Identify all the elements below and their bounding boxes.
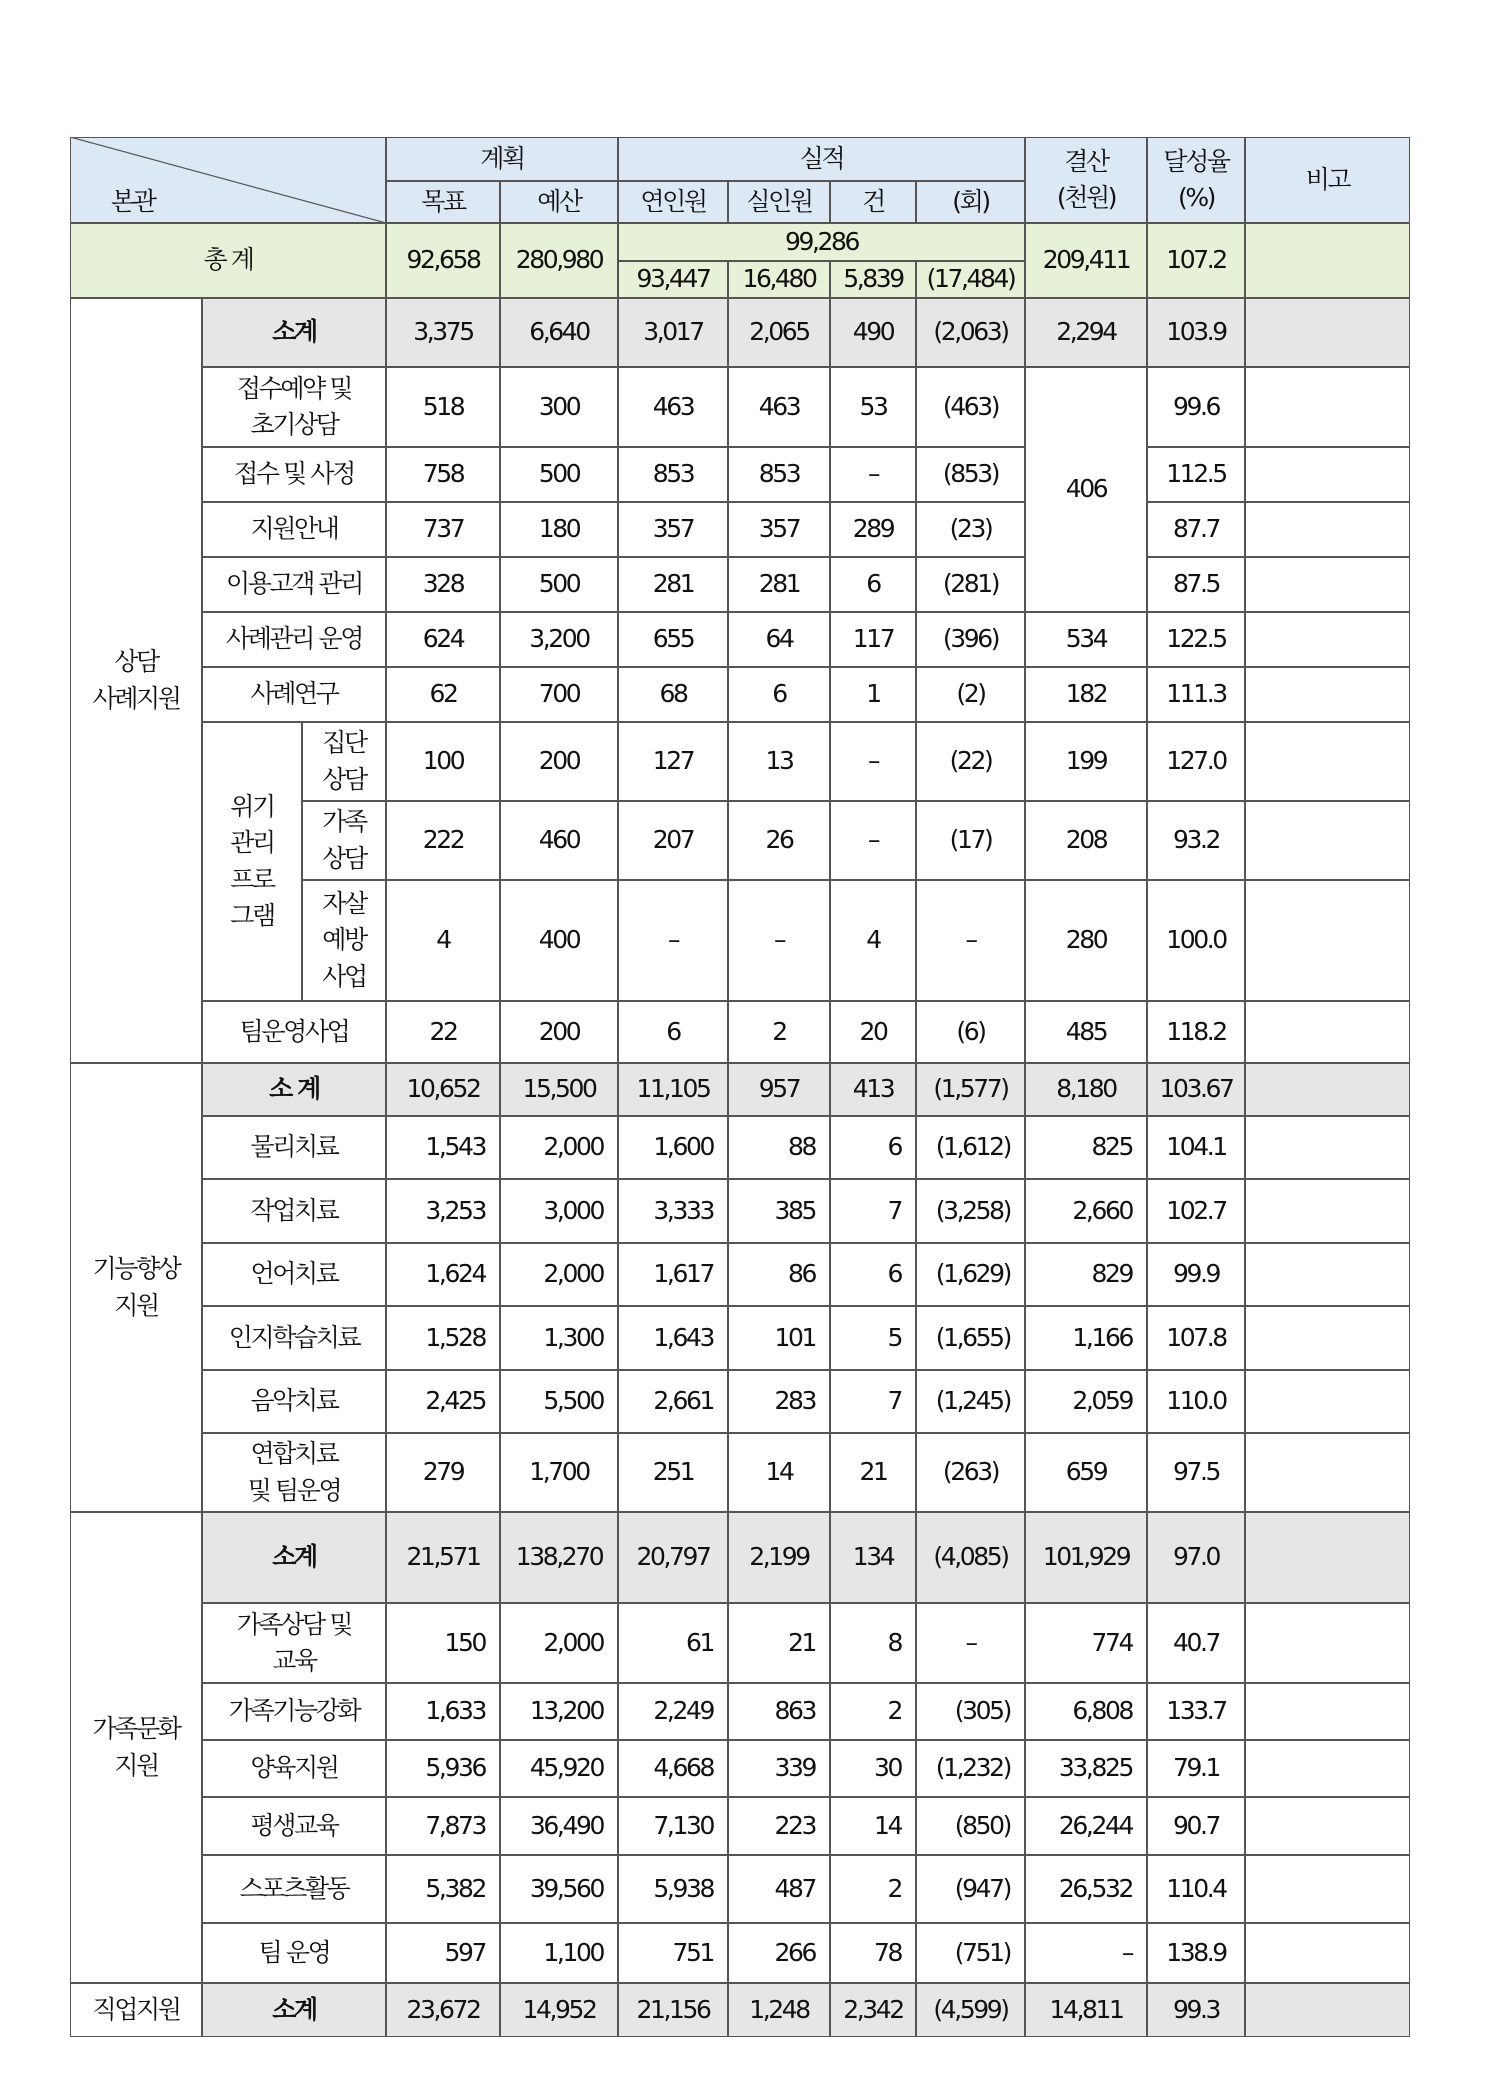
row-label: 연합치료 및 팀운영 <box>202 1433 386 1512</box>
row-budget: 14,952 <box>500 1983 618 2037</box>
row-budget: 500 <box>500 447 618 502</box>
row-yeon: 251 <box>618 1433 728 1512</box>
header-corner-label: 본관 <box>111 186 155 216</box>
row-budget: 460 <box>500 801 618 880</box>
row-gun: 6 <box>830 1116 916 1179</box>
row-settle: 6,808 <box>1025 1683 1147 1740</box>
row-rate: 99.9 <box>1147 1243 1245 1306</box>
row-target: 22 <box>386 1001 500 1063</box>
row-target: 758 <box>386 447 500 502</box>
row-label: 이용고객 관리 <box>202 557 386 612</box>
row-note <box>1245 1116 1410 1179</box>
row-target: 1,528 <box>386 1306 500 1370</box>
row-sil: 283 <box>728 1370 830 1433</box>
row-yeon: 1,643 <box>618 1306 728 1370</box>
row-target: 7,873 <box>386 1797 500 1855</box>
row-label: 인지학습치료 <box>202 1306 386 1370</box>
header-rate-rate_line2: (%) <box>1177 183 1215 212</box>
row-gun: 490 <box>830 298 916 367</box>
row-label: 팀 운영 <box>202 1923 386 1983</box>
row-hoe: (1,629) <box>916 1243 1025 1306</box>
row-budget: 13,200 <box>500 1683 618 1740</box>
row-hoe: – <box>916 880 1025 1001</box>
row-sil: 1,248 <box>728 1983 830 2037</box>
row-hoe: (396) <box>916 612 1025 667</box>
row-sil: 853 <box>728 447 830 502</box>
row-label: 지원안내 <box>202 502 386 557</box>
row-sil: 14 <box>728 1433 830 1512</box>
row-settle: 534 <box>1025 612 1147 667</box>
row-settle: 485 <box>1025 1001 1147 1063</box>
row-sil: – <box>728 880 830 1001</box>
row-gun: 6 <box>830 557 916 612</box>
row-budget: 2,000 <box>500 1116 618 1179</box>
row-hoe: (2) <box>916 667 1025 722</box>
row-note <box>1245 1306 1410 1370</box>
header-target: 목표 <box>386 181 500 223</box>
row-target: 1,543 <box>386 1116 500 1179</box>
row-settle: 26,532 <box>1025 1855 1147 1923</box>
row-budget: 700 <box>500 667 618 722</box>
row-rate: 103.67 <box>1147 1063 1245 1116</box>
row-hoe: (947) <box>916 1855 1025 1923</box>
row-hoe: (850) <box>916 1797 1025 1855</box>
row-target: 23,672 <box>386 1983 500 2037</box>
row-budget: 180 <box>500 502 618 557</box>
row-rate: 112.5 <box>1147 447 1245 502</box>
row-sil: 339 <box>728 1740 830 1797</box>
header-yeon: 연인원 <box>618 181 728 223</box>
row-note <box>1245 1001 1410 1063</box>
header-hoe: (회) <box>916 181 1025 223</box>
row-hoe: (281) <box>916 557 1025 612</box>
total-budget: 280,980 <box>500 223 618 298</box>
row-budget: 400 <box>500 880 618 1001</box>
row-target: 1,633 <box>386 1683 500 1740</box>
row-yeon: 3,017 <box>618 298 728 367</box>
total-yeon: 93,447 <box>618 261 728 298</box>
row-label: 가족상담 및 교육 <box>202 1603 386 1683</box>
row-note <box>1245 1683 1410 1740</box>
row-note <box>1245 1603 1410 1683</box>
row-target: 5,382 <box>386 1855 500 1923</box>
row-rate: 79.1 <box>1147 1740 1245 1797</box>
row-label: 사례관리 운영 <box>202 612 386 667</box>
row-hoe: (305) <box>916 1683 1025 1740</box>
total-target: 92,658 <box>386 223 500 298</box>
row-sil: 463 <box>728 367 830 447</box>
row-yeon: 68 <box>618 667 728 722</box>
row-note <box>1245 667 1410 722</box>
row-target: 737 <box>386 502 500 557</box>
row-hoe: (4,085) <box>916 1512 1025 1603</box>
row-note <box>1245 1740 1410 1797</box>
row-yeon: 751 <box>618 1923 728 1983</box>
row-sil: 266 <box>728 1923 830 1983</box>
row-sil: 21 <box>728 1603 830 1683</box>
row-note <box>1245 801 1410 880</box>
row-hoe: (23) <box>916 502 1025 557</box>
counsel-merged-settle: 406 <box>1025 367 1147 612</box>
row-hoe: (1,232) <box>916 1740 1025 1797</box>
header-sil: 실인원 <box>728 181 830 223</box>
row-settle: – <box>1025 1923 1147 1983</box>
row-settle: 101,929 <box>1025 1512 1147 1603</box>
row-target: 10,652 <box>386 1063 500 1116</box>
row-note <box>1245 1433 1410 1512</box>
row-sil: 26 <box>728 801 830 880</box>
row-rate: 127.0 <box>1147 722 1245 801</box>
row-budget: 6,640 <box>500 298 618 367</box>
row-rate: 97.0 <box>1147 1512 1245 1603</box>
row-sil: 357 <box>728 502 830 557</box>
row-target: 100 <box>386 722 500 801</box>
row-sil: 863 <box>728 1683 830 1740</box>
row-target: 597 <box>386 1923 500 1983</box>
row-sil: 6 <box>728 667 830 722</box>
row-note <box>1245 1923 1410 1983</box>
row-label: 소 계 <box>202 1063 386 1116</box>
row-rate: 99.3 <box>1147 1983 1245 2037</box>
row-yeon: 20,797 <box>618 1512 728 1603</box>
header-plan: 계획 <box>386 137 618 181</box>
row-gun: 2 <box>830 1683 916 1740</box>
row-yeon: 4,668 <box>618 1740 728 1797</box>
row-gun: 78 <box>830 1923 916 1983</box>
row-yeon: 1,617 <box>618 1243 728 1306</box>
row-label: 물리치료 <box>202 1116 386 1179</box>
row-budget: 300 <box>500 367 618 447</box>
row-gun: – <box>830 722 916 801</box>
row-label: 언어치료 <box>202 1243 386 1306</box>
row-gun: 2 <box>830 1855 916 1923</box>
row-rate: 100.0 <box>1147 880 1245 1001</box>
row-budget: 1,300 <box>500 1306 618 1370</box>
row-label: 접수예약 및 초기상담 <box>202 367 386 447</box>
header-gun: 건 <box>830 181 916 223</box>
header-settle-settle_line2: (천원) <box>1056 183 1116 212</box>
row-yeon: 853 <box>618 447 728 502</box>
row-label: 작업치료 <box>202 1179 386 1243</box>
row-settle: 2,059 <box>1025 1370 1147 1433</box>
row-hoe: (2,063) <box>916 298 1025 367</box>
row-gun: 134 <box>830 1512 916 1603</box>
row-yeon: 5,938 <box>618 1855 728 1923</box>
row-yeon: 3,333 <box>618 1179 728 1243</box>
row-budget: 1,700 <box>500 1433 618 1512</box>
row-gun: 117 <box>830 612 916 667</box>
row-gun: 30 <box>830 1740 916 1797</box>
row-budget: 1,100 <box>500 1923 618 1983</box>
row-label: 사례연구 <box>202 667 386 722</box>
row-yeon: 655 <box>618 612 728 667</box>
row-budget: 200 <box>500 1001 618 1063</box>
row-label: 소계 <box>202 1512 386 1603</box>
row-settle: 33,825 <box>1025 1740 1147 1797</box>
row-settle: 2,294 <box>1025 298 1147 367</box>
row-label: 접수 및 사정 <box>202 447 386 502</box>
row-label: 소계 <box>202 298 386 367</box>
header-result: 실적 <box>618 137 1025 181</box>
row-settle: 199 <box>1025 722 1147 801</box>
row-hoe: (463) <box>916 367 1025 447</box>
total-combined: 99,286 <box>618 223 1025 261</box>
row-target: 5,936 <box>386 1740 500 1797</box>
row-gun: 6 <box>830 1243 916 1306</box>
row-hoe: (263) <box>916 1433 1025 1512</box>
row-note <box>1245 1370 1410 1433</box>
row-rate: 110.0 <box>1147 1370 1245 1433</box>
row-budget: 3,200 <box>500 612 618 667</box>
row-target: 62 <box>386 667 500 722</box>
row-budget: 45,920 <box>500 1740 618 1797</box>
total-settle: 209,411 <box>1025 223 1147 298</box>
section-job: 직업지원 <box>70 1983 202 2037</box>
row-note <box>1245 298 1410 367</box>
row-hoe: (1,245) <box>916 1370 1025 1433</box>
row-rate: 99.6 <box>1147 367 1245 447</box>
row-note <box>1245 367 1410 447</box>
row-settle: 182 <box>1025 667 1147 722</box>
row-target: 518 <box>386 367 500 447</box>
row-rate: 110.4 <box>1147 1855 1245 1923</box>
header-note: 비고 <box>1245 137 1410 223</box>
row-label: 팀운영사업 <box>202 1001 386 1063</box>
row-rate: 40.7 <box>1147 1603 1245 1683</box>
row-label: 평생교육 <box>202 1797 386 1855</box>
header-rate-rate_line1: 달성율 <box>1163 146 1229 176</box>
row-note <box>1245 1179 1410 1243</box>
row-sil: 223 <box>728 1797 830 1855</box>
row-label: 가족 상담 <box>302 801 386 880</box>
total-label: 총 계 <box>70 223 386 298</box>
row-yeon: 207 <box>618 801 728 880</box>
row-target: 4 <box>386 880 500 1001</box>
row-settle: 14,811 <box>1025 1983 1147 2037</box>
row-note <box>1245 880 1410 1001</box>
row-label: 음악치료 <box>202 1370 386 1433</box>
row-target: 21,571 <box>386 1512 500 1603</box>
row-label: 소계 <box>202 1983 386 2037</box>
row-settle: 208 <box>1025 801 1147 880</box>
row-target: 279 <box>386 1433 500 1512</box>
total-hoe: (17,484) <box>916 261 1025 298</box>
row-sil: 64 <box>728 612 830 667</box>
header-settle <box>1025 137 1147 223</box>
row-rate: 118.2 <box>1147 1001 1245 1063</box>
row-note <box>1245 1983 1410 2037</box>
row-label: 자살 예방 사업 <box>302 880 386 1001</box>
crisis-program-group: 위기 관리 프로 그램 <box>202 722 302 1001</box>
row-budget: 500 <box>500 557 618 612</box>
row-gun: 5 <box>830 1306 916 1370</box>
header-settle-settle_line1: 결산 <box>1064 146 1108 176</box>
row-hoe: (22) <box>916 722 1025 801</box>
row-hoe: (3,258) <box>916 1179 1025 1243</box>
row-note <box>1245 1512 1410 1603</box>
row-settle: 774 <box>1025 1603 1147 1683</box>
row-note <box>1245 722 1410 801</box>
row-hoe: (1,612) <box>916 1116 1025 1179</box>
row-label: 양육지원 <box>202 1740 386 1797</box>
row-sil: 2,065 <box>728 298 830 367</box>
row-gun: 7 <box>830 1179 916 1243</box>
row-target: 150 <box>386 1603 500 1683</box>
row-budget: 138,270 <box>500 1512 618 1603</box>
row-hoe: (751) <box>916 1923 1025 1983</box>
row-gun: 21 <box>830 1433 916 1512</box>
row-gun: 7 <box>830 1370 916 1433</box>
row-target: 1,624 <box>386 1243 500 1306</box>
row-budget: 2,000 <box>500 1603 618 1683</box>
row-sil: 281 <box>728 557 830 612</box>
row-yeon: 357 <box>618 502 728 557</box>
row-hoe: (17) <box>916 801 1025 880</box>
row-settle: 829 <box>1025 1243 1147 1306</box>
row-sil: 88 <box>728 1116 830 1179</box>
total-rate: 107.2 <box>1147 223 1245 298</box>
row-hoe: (853) <box>916 447 1025 502</box>
row-sil: 2,199 <box>728 1512 830 1603</box>
row-rate: 133.7 <box>1147 1683 1245 1740</box>
row-sil: 13 <box>728 722 830 801</box>
row-gun: – <box>830 801 916 880</box>
row-rate: 93.2 <box>1147 801 1245 880</box>
row-note <box>1245 1063 1410 1116</box>
row-rate: 107.8 <box>1147 1306 1245 1370</box>
row-yeon: 2,661 <box>618 1370 728 1433</box>
row-rate: 97.5 <box>1147 1433 1245 1512</box>
row-target: 222 <box>386 801 500 880</box>
row-rate: 102.7 <box>1147 1179 1245 1243</box>
row-note <box>1245 502 1410 557</box>
row-target: 624 <box>386 612 500 667</box>
row-note <box>1245 557 1410 612</box>
header-budget: 예산 <box>500 181 618 223</box>
row-budget: 3,000 <box>500 1179 618 1243</box>
row-rate: 111.3 <box>1147 667 1245 722</box>
row-settle: 1,166 <box>1025 1306 1147 1370</box>
row-sil: 101 <box>728 1306 830 1370</box>
row-gun: 20 <box>830 1001 916 1063</box>
row-hoe: (6) <box>916 1001 1025 1063</box>
row-settle: 8,180 <box>1025 1063 1147 1116</box>
row-target: 2,425 <box>386 1370 500 1433</box>
row-settle: 825 <box>1025 1116 1147 1179</box>
row-hoe: – <box>916 1603 1025 1683</box>
row-gun: 14 <box>830 1797 916 1855</box>
section-function: 기능향상 지원 <box>70 1063 202 1512</box>
row-settle: 659 <box>1025 1433 1147 1512</box>
row-yeon: 7,130 <box>618 1797 728 1855</box>
row-yeon: – <box>618 880 728 1001</box>
row-label: 스포츠활동 <box>202 1855 386 1923</box>
row-gun: 8 <box>830 1603 916 1683</box>
row-settle: 26,244 <box>1025 1797 1147 1855</box>
row-label: 가족기능강화 <box>202 1683 386 1740</box>
row-target: 3,253 <box>386 1179 500 1243</box>
row-rate: 87.5 <box>1147 557 1245 612</box>
row-yeon: 11,105 <box>618 1063 728 1116</box>
row-note <box>1245 1243 1410 1306</box>
row-yeon: 2,249 <box>618 1683 728 1740</box>
row-gun: 413 <box>830 1063 916 1116</box>
row-yeon: 21,156 <box>618 1983 728 2037</box>
row-gun: 2,342 <box>830 1983 916 2037</box>
row-sil: 385 <box>728 1179 830 1243</box>
row-yeon: 127 <box>618 722 728 801</box>
row-budget: 200 <box>500 722 618 801</box>
row-budget: 2,000 <box>500 1243 618 1306</box>
row-yeon: 61 <box>618 1603 728 1683</box>
row-label: 집단 상담 <box>302 722 386 801</box>
total-sil: 16,480 <box>728 261 830 298</box>
row-rate: 90.7 <box>1147 1797 1245 1855</box>
row-gun: 289 <box>830 502 916 557</box>
section-family: 가족문화 지원 <box>70 1512 202 1983</box>
row-budget: 36,490 <box>500 1797 618 1855</box>
row-hoe: (1,655) <box>916 1306 1025 1370</box>
row-gun: – <box>830 447 916 502</box>
row-settle: 280 <box>1025 880 1147 1001</box>
row-settle: 2,660 <box>1025 1179 1147 1243</box>
row-budget: 5,500 <box>500 1370 618 1433</box>
row-rate: 138.9 <box>1147 1923 1245 1983</box>
row-gun: 4 <box>830 880 916 1001</box>
row-target: 3,375 <box>386 298 500 367</box>
row-gun: 1 <box>830 667 916 722</box>
header-rate <box>1147 137 1245 223</box>
row-note <box>1245 1855 1410 1923</box>
section-counsel: 상담 사례지원 <box>70 298 202 1063</box>
row-yeon: 6 <box>618 1001 728 1063</box>
row-budget: 39,560 <box>500 1855 618 1923</box>
row-sil: 487 <box>728 1855 830 1923</box>
row-rate: 122.5 <box>1147 612 1245 667</box>
row-rate: 104.1 <box>1147 1116 1245 1179</box>
row-budget: 15,500 <box>500 1063 618 1116</box>
row-gun: 53 <box>830 367 916 447</box>
corner-diagonal-line <box>70 137 386 223</box>
row-hoe: (4,599) <box>916 1983 1025 2037</box>
row-rate: 87.7 <box>1147 502 1245 557</box>
row-note <box>1245 447 1410 502</box>
row-yeon: 281 <box>618 557 728 612</box>
row-note <box>1245 612 1410 667</box>
row-yeon: 463 <box>618 367 728 447</box>
row-target: 328 <box>386 557 500 612</box>
row-sil: 2 <box>728 1001 830 1063</box>
row-hoe: (1,577) <box>916 1063 1025 1116</box>
row-rate: 103.9 <box>1147 298 1245 367</box>
row-yeon: 1,600 <box>618 1116 728 1179</box>
total-gun: 5,839 <box>830 261 916 298</box>
row-sil: 957 <box>728 1063 830 1116</box>
total-note <box>1245 223 1410 298</box>
row-sil: 86 <box>728 1243 830 1306</box>
row-note <box>1245 1797 1410 1855</box>
